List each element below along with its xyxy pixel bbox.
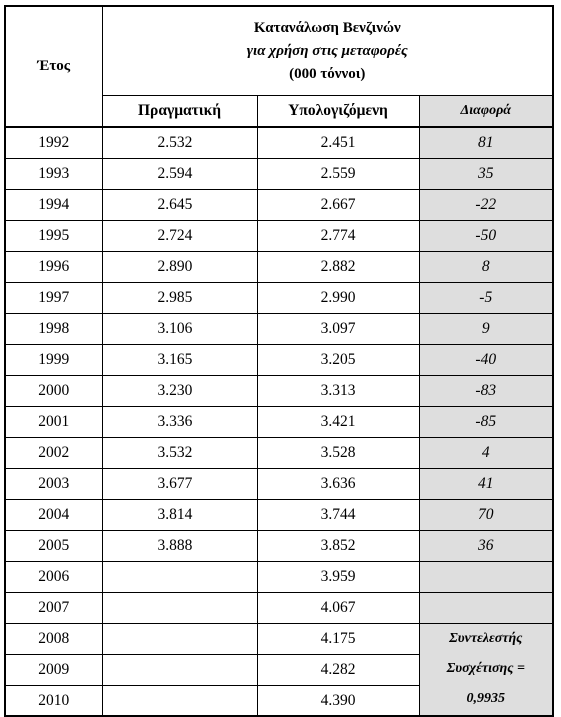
calculated-cell: 2.559 [257,158,419,189]
difference-cell: -22 [419,189,553,220]
table-row [5,282,553,313]
year-cell: 2006 [5,561,102,592]
year-cell: 1997 [5,282,102,313]
table-row [5,189,553,220]
calculated-cell: 3.744 [257,499,419,530]
difference-cell: 36 [419,530,553,561]
calculated-cell: 3.959 [257,561,419,592]
year-cell: 1995 [5,220,102,251]
year-cell: 2005 [5,530,102,561]
table-row [5,313,553,344]
year-cell: 2003 [5,468,102,499]
difference-cell [419,592,553,623]
table-row [5,561,553,592]
actual-cell: 3.165 [102,344,257,375]
actual-cell: 2.985 [102,282,257,313]
difference-cell: -5 [419,282,553,313]
calculated-cell: 4.067 [257,592,419,623]
calculated-cell: 3.097 [257,313,419,344]
year-cell: 1993 [5,158,102,189]
calculated-cell: 3.313 [257,375,419,406]
year-cell: 2000 [5,375,102,406]
difference-column-header: Διαφορά [419,95,553,127]
year-cell: 1996 [5,251,102,282]
table-row [5,468,553,499]
year-cell: 1999 [5,344,102,375]
difference-cell: 35 [419,158,553,189]
title-line-3: (000 τόννοι) [289,66,366,83]
table-row [5,499,553,530]
actual-cell: 3.106 [102,313,257,344]
difference-cell [419,561,553,592]
calculated-cell: 3.636 [257,468,419,499]
title-line-2: για χρήση στις μεταφορές [246,43,408,60]
actual-cell: 3.230 [102,375,257,406]
table-row [5,220,553,251]
actual-cell: 2.594 [102,158,257,189]
year-cell: 2002 [5,437,102,468]
table-row [5,158,553,189]
gasoline-consumption-table [4,5,554,717]
calculated-cell: 3.205 [257,344,419,375]
difference-cell: -40 [419,344,553,375]
actual-cell: 3.677 [102,468,257,499]
actual-cell [102,561,257,592]
calculated-cell: 4.390 [257,685,419,716]
actual-cell: 2.532 [102,127,257,158]
difference-cell: -83 [419,375,553,406]
year-cell: 1994 [5,189,102,220]
actual-cell: 2.890 [102,251,257,282]
table-row [5,623,553,654]
year-cell: 1998 [5,313,102,344]
correlation-line1: Συντελεστής [449,631,523,647]
table-title [102,6,553,95]
correlation-line3: 0,9935 [466,691,505,707]
year-column-header: Έτος [5,6,102,127]
table-row [5,437,553,468]
actual-cell: 3.336 [102,406,257,437]
year-cell: 2009 [5,654,102,685]
calculated-cell: 2.667 [257,189,419,220]
year-cell: 1992 [5,127,102,158]
actual-cell [102,685,257,716]
difference-cell: 8 [419,251,553,282]
difference-cell: -50 [419,220,553,251]
actual-cell: 3.888 [102,530,257,561]
year-cell: 2008 [5,623,102,654]
difference-cell: 70 [419,499,553,530]
difference-cell: -85 [419,406,553,437]
title-line-1: Κατανάλωση Βενζινών [253,20,401,37]
calculated-cell: 3.528 [257,437,419,468]
year-cell: 2004 [5,499,102,530]
calculated-cell: 4.175 [257,623,419,654]
calculated-cell: 3.852 [257,530,419,561]
correlation-line2: Συσχέτισης = [446,661,525,677]
table-body [5,127,553,716]
difference-cell: 81 [419,127,553,158]
table-row [5,251,553,282]
calculated-column-header: Υπολογιζόμενη [257,95,419,127]
year-cell: 2007 [5,592,102,623]
calculated-cell: 2.990 [257,282,419,313]
table-row [5,592,553,623]
table-row [5,127,553,158]
actual-cell: 3.532 [102,437,257,468]
difference-cell: 41 [419,468,553,499]
calculated-cell: 2.774 [257,220,419,251]
calculated-cell: 2.882 [257,251,419,282]
table-row [5,375,553,406]
actual-cell: 2.724 [102,220,257,251]
actual-cell: 2.645 [102,189,257,220]
actual-cell [102,592,257,623]
table-row [5,344,553,375]
year-cell: 2001 [5,406,102,437]
actual-cell: 3.814 [102,499,257,530]
actual-cell [102,654,257,685]
actual-cell [102,623,257,654]
difference-cell: 4 [419,437,553,468]
correlation-coefficient-cell [419,623,553,716]
table-row [5,406,553,437]
table-row [5,530,553,561]
calculated-cell: 4.282 [257,654,419,685]
calculated-cell: 2.451 [257,127,419,158]
actual-column-header: Πραγματική [102,95,257,127]
calculated-cell: 3.421 [257,406,419,437]
year-cell: 2010 [5,685,102,716]
difference-cell: 9 [419,313,553,344]
